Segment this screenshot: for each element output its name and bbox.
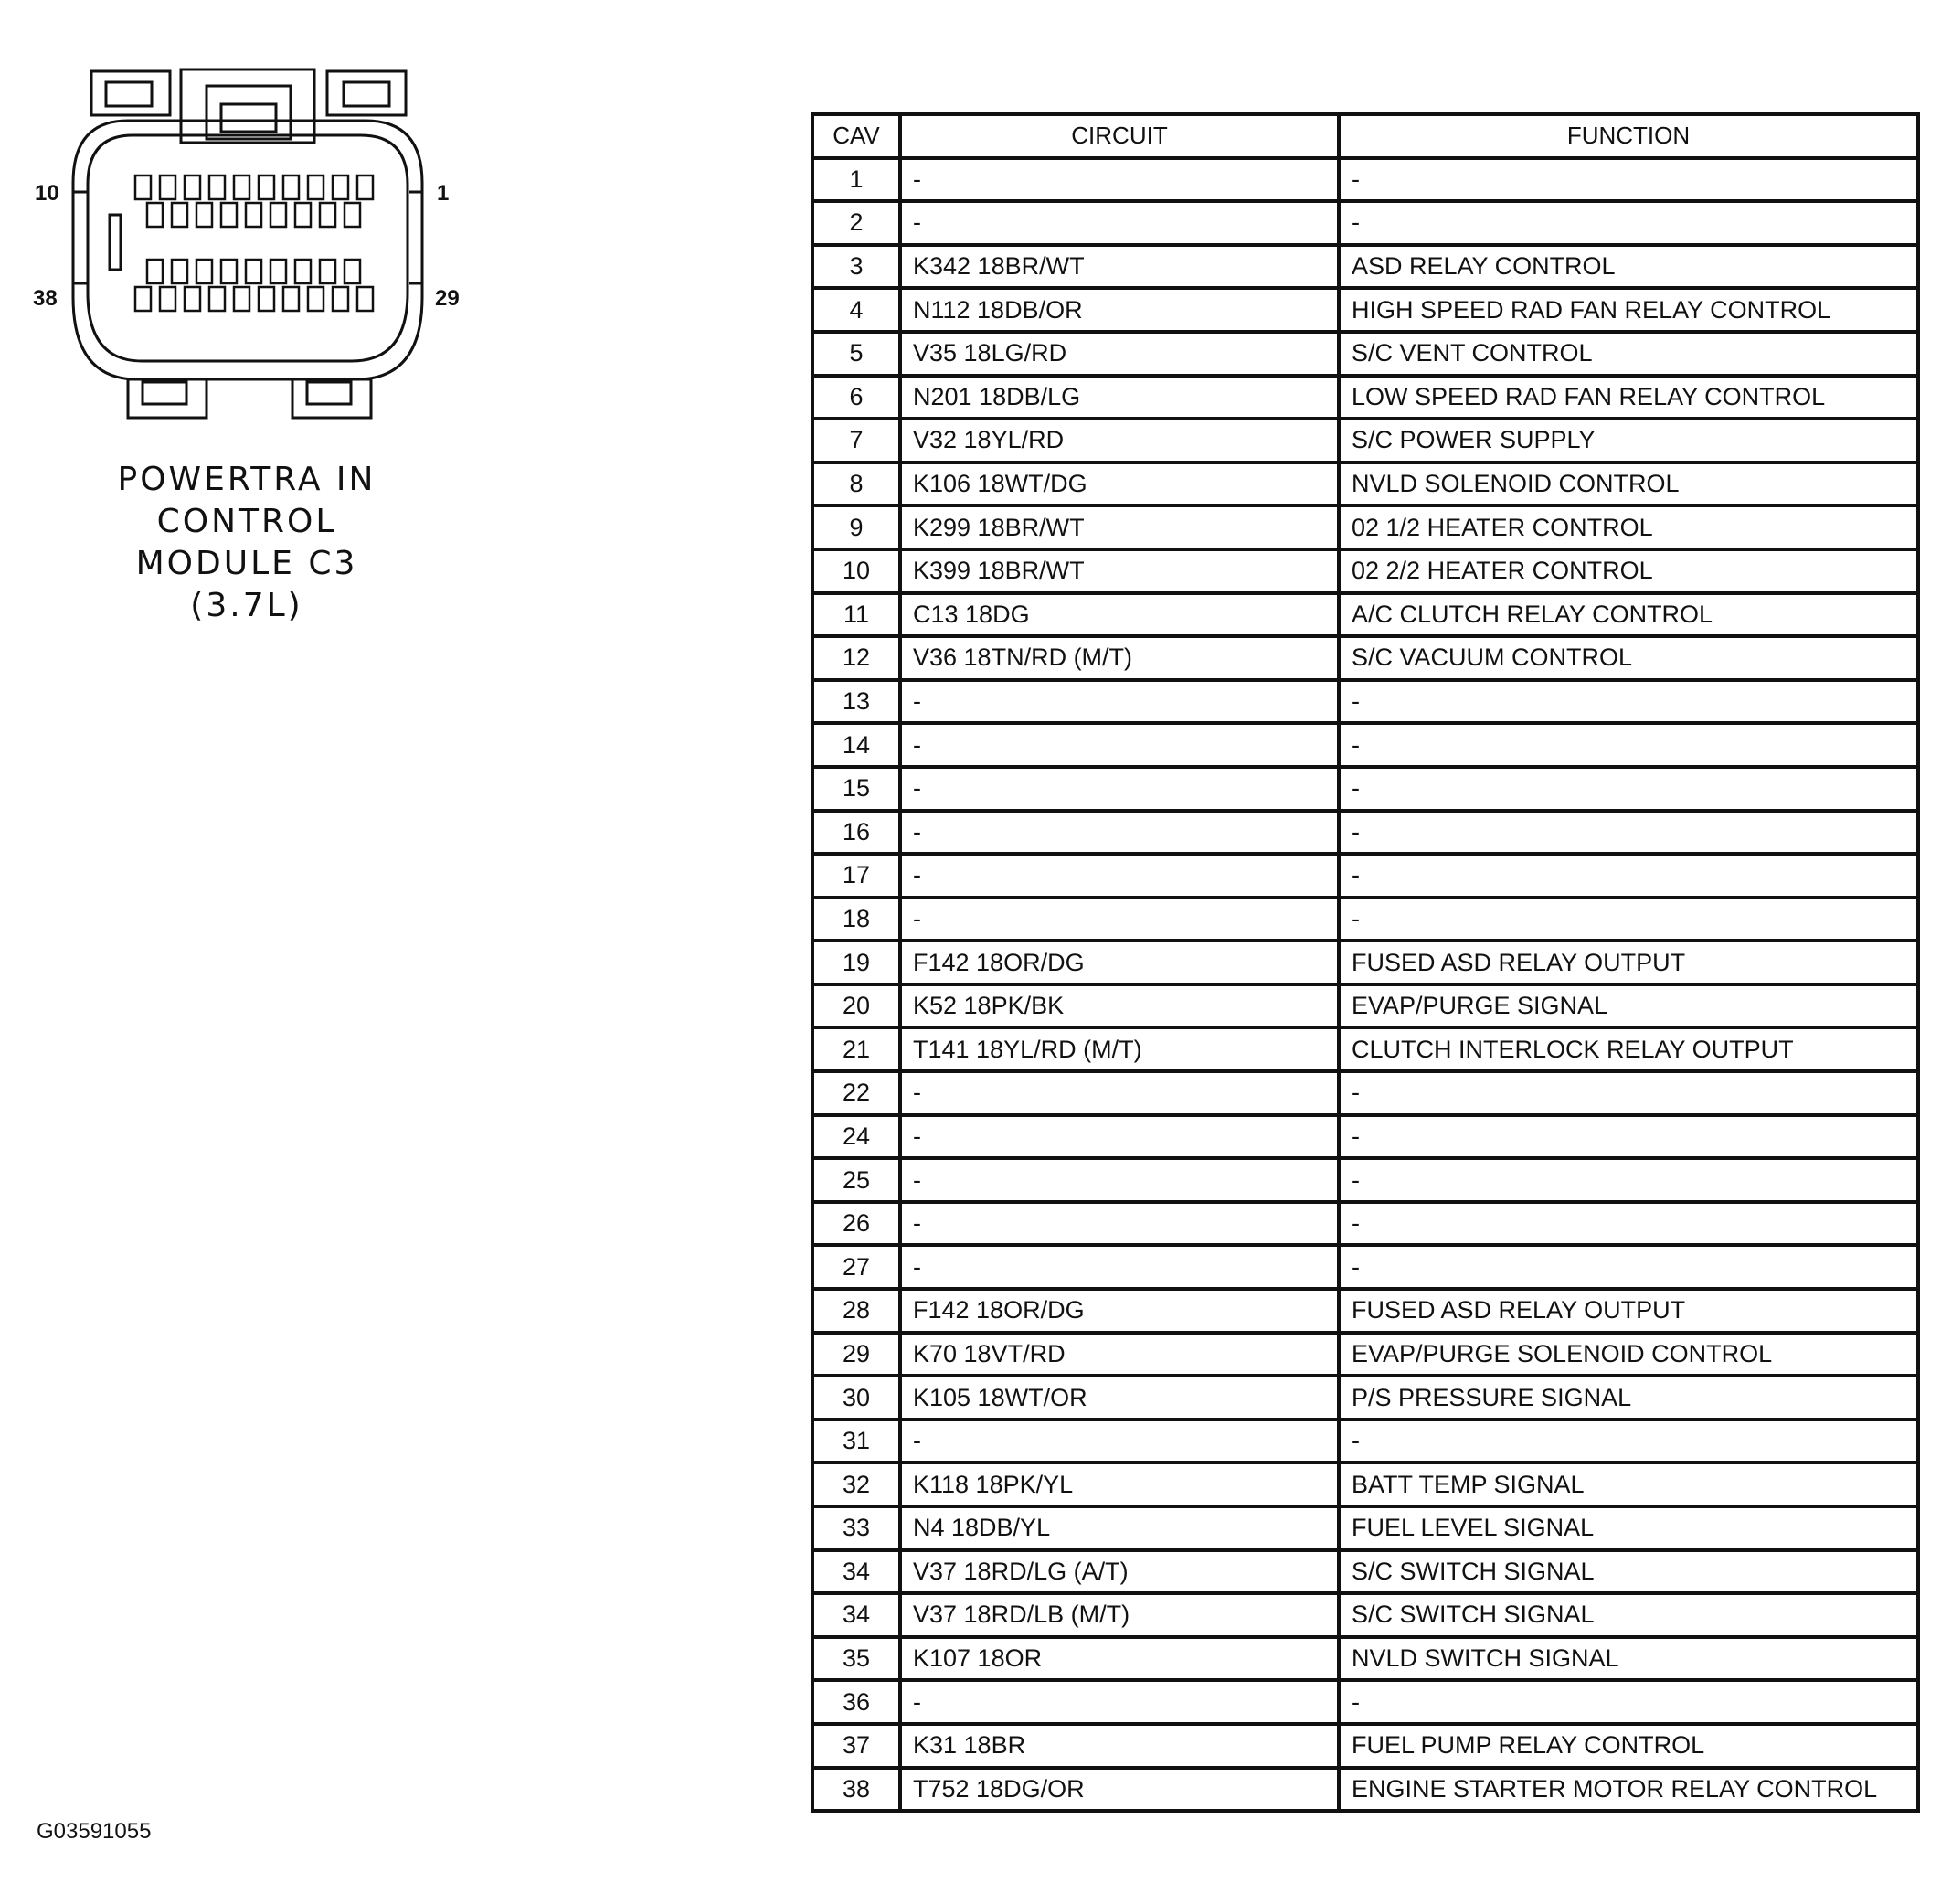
circuit-cell: K105 18WT/OR (900, 1376, 1339, 1420)
function-cell: BATT TEMP SIGNAL (1339, 1463, 1918, 1506)
cav-cell: 30 (812, 1376, 900, 1420)
circuit-cell: - (900, 1245, 1339, 1289)
table-row (812, 1158, 1918, 1202)
function-cell: - (1339, 854, 1918, 898)
cav-cell: 28 (812, 1289, 900, 1333)
circuit-cell: K107 18OR (900, 1637, 1339, 1681)
circuit-cell: F142 18OR/DG (900, 1289, 1339, 1333)
circuit-cell: - (900, 723, 1339, 767)
table-row (812, 1245, 1918, 1289)
table-row (812, 854, 1918, 898)
pin-cavity (270, 203, 286, 227)
circuit-cell: N112 18DB/OR (900, 288, 1339, 332)
pin-cavity (246, 203, 261, 227)
pin-cavity (295, 260, 311, 283)
figure-id: G03591055 (37, 1819, 152, 1844)
pin-cavity (283, 176, 299, 199)
pin-cavity (333, 176, 348, 199)
function-cell: - (1339, 1071, 1918, 1115)
cav-cell: 16 (812, 811, 900, 855)
pin-cavity (185, 287, 200, 311)
function-cell: A/C CLUTCH RELAY CONTROL (1339, 593, 1918, 637)
table-row (812, 984, 1918, 1028)
pin-cavity (234, 176, 249, 199)
function-cell: FUEL PUMP RELAY CONTROL (1339, 1724, 1918, 1768)
table-row (812, 593, 1918, 637)
function-cell: 02 2/2 HEATER CONTROL (1339, 549, 1918, 593)
circuit-cell: - (900, 1071, 1339, 1115)
cav-cell: 33 (812, 1506, 900, 1550)
header-circuit: CIRCUIT (900, 114, 1339, 158)
pin-cavity (172, 203, 187, 227)
circuit-cell: V37 18RD/LB (M/T) (900, 1593, 1339, 1637)
circuit-cell: K52 18PK/BK (900, 984, 1339, 1028)
pin-cavity (160, 176, 175, 199)
function-cell: - (1339, 1680, 1918, 1724)
cav-cell: 4 (812, 288, 900, 332)
pin-cavity (209, 176, 225, 199)
circuit-cell: K31 18BR (900, 1724, 1339, 1768)
table-row (812, 419, 1918, 463)
cav-cell: 5 (812, 332, 900, 376)
module-caption-line: POWERTRA IN (117, 461, 377, 498)
cav-cell: 21 (812, 1027, 900, 1071)
pin-cavity (295, 203, 311, 227)
circuit-cell: - (900, 854, 1339, 898)
table-row (812, 1768, 1918, 1812)
connector-tab-bottom-right (292, 379, 371, 418)
function-cell: - (1339, 201, 1918, 245)
cav-cell: 1 (812, 158, 900, 202)
connector-illustration (27, 64, 466, 430)
table-row (812, 636, 1918, 680)
cav-cell: 6 (812, 376, 900, 420)
table-row (812, 1202, 1918, 1246)
cav-cell: 36 (812, 1680, 900, 1724)
circuit-cell: - (900, 1115, 1339, 1159)
header-cav: CAV (812, 114, 900, 158)
table-row (812, 1115, 1918, 1159)
table-row (812, 1463, 1918, 1506)
cav-cell: 3 (812, 245, 900, 289)
cav-cell: 7 (812, 419, 900, 463)
circuit-cell: K299 18BR/WT (900, 505, 1339, 549)
pin-cavity (135, 287, 151, 311)
function-cell: - (1339, 898, 1918, 941)
header-function: FUNCTION (1339, 114, 1918, 158)
circuit-cell: K118 18PK/YL (900, 1463, 1339, 1506)
circuit-cell: - (900, 1420, 1339, 1463)
function-cell: - (1339, 767, 1918, 811)
circuit-cell: C13 18DG (900, 593, 1339, 637)
pin-cavity (345, 260, 360, 283)
module-caption-line: MODULE C3 (135, 545, 358, 582)
pin-label-bottom-left: 38 (33, 286, 58, 311)
pin-label-bottom-right: 29 (435, 286, 460, 311)
pin-cavity (221, 203, 237, 227)
function-cell: HIGH SPEED RAD FAN RELAY CONTROL (1339, 288, 1918, 332)
pin-cavity (160, 287, 175, 311)
function-cell: - (1339, 811, 1918, 855)
table-row (812, 201, 1918, 245)
pin-cavity (308, 287, 324, 311)
connector-outer-shell (73, 121, 422, 379)
table-row (812, 1637, 1918, 1681)
cav-cell: 18 (812, 898, 900, 941)
pin-cavity (147, 260, 163, 283)
table-row (812, 549, 1918, 593)
cav-cell: 13 (812, 680, 900, 724)
connector-inner-cavity (88, 135, 408, 361)
circuit-cell: F142 18OR/DG (900, 941, 1339, 984)
circuit-cell: - (900, 811, 1339, 855)
circuit-cell: K70 18VT/RD (900, 1333, 1339, 1377)
pin-cavity (308, 176, 324, 199)
pin-cavity (345, 203, 360, 227)
cav-cell: 2 (812, 201, 900, 245)
function-cell: - (1339, 723, 1918, 767)
table-row (812, 1376, 1918, 1420)
function-cell: 02 1/2 HEATER CONTROL (1339, 505, 1918, 549)
pin-cavity (320, 203, 335, 227)
function-cell: EVAP/PURGE SIGNAL (1339, 984, 1918, 1028)
table-row (812, 1071, 1918, 1115)
pin-cavity (234, 287, 249, 311)
pinout-table-body (812, 158, 1918, 1812)
pin-label-top-right: 1 (437, 181, 450, 206)
cav-cell: 27 (812, 1245, 900, 1289)
cav-cell: 31 (812, 1420, 900, 1463)
table-row (812, 1506, 1918, 1550)
table-row (812, 245, 1918, 289)
cav-cell: 25 (812, 1158, 900, 1202)
cav-cell: 32 (812, 1463, 900, 1506)
pin-cavity (333, 287, 348, 311)
table-row (812, 1724, 1918, 1768)
table-row (812, 288, 1918, 332)
cav-cell: 11 (812, 593, 900, 637)
module-caption-line: (3.7L) (190, 587, 303, 624)
circuit-cell: N201 18DB/LG (900, 376, 1339, 420)
pin-cavity (259, 287, 274, 311)
pin-cavity (185, 176, 200, 199)
cav-cell: 9 (812, 505, 900, 549)
pin-cavity (259, 176, 274, 199)
circuit-cell: T141 18YL/RD (M/T) (900, 1027, 1339, 1071)
pinout-table (811, 112, 1920, 1813)
module-caption (73, 459, 420, 627)
function-cell: - (1339, 1245, 1918, 1289)
function-cell: S/C VENT CONTROL (1339, 332, 1918, 376)
cav-cell: 26 (812, 1202, 900, 1246)
circuit-cell: - (900, 1158, 1339, 1202)
cav-cell: 12 (812, 636, 900, 680)
pin-cavity (357, 176, 373, 199)
table-row (812, 158, 1918, 202)
pin-cavity (246, 260, 261, 283)
function-cell: S/C VACUUM CONTROL (1339, 636, 1918, 680)
function-cell: ASD RELAY CONTROL (1339, 245, 1918, 289)
cav-cell: 15 (812, 767, 900, 811)
pin-cavity (357, 287, 373, 311)
circuit-cell: V36 18TN/RD (M/T) (900, 636, 1339, 680)
function-cell: S/C POWER SUPPLY (1339, 419, 1918, 463)
circuit-cell: V32 18YL/RD (900, 419, 1339, 463)
table-row (812, 1550, 1918, 1594)
function-cell: S/C SWITCH SIGNAL (1339, 1593, 1918, 1637)
table-row (812, 1420, 1918, 1463)
function-cell: NVLD SOLENOID CONTROL (1339, 463, 1918, 506)
table-row (812, 767, 1918, 811)
table-row (812, 1680, 1918, 1724)
pin-cavity (283, 287, 299, 311)
pin-cavity (135, 176, 151, 199)
function-cell: - (1339, 1115, 1918, 1159)
function-cell: FUEL LEVEL SIGNAL (1339, 1506, 1918, 1550)
function-cell: EVAP/PURGE SOLENOID CONTROL (1339, 1333, 1918, 1377)
cav-cell: 29 (812, 1333, 900, 1377)
circuit-cell: K399 18BR/WT (900, 549, 1339, 593)
function-cell: LOW SPEED RAD FAN RELAY CONTROL (1339, 376, 1918, 420)
table-row (812, 463, 1918, 506)
table-row (812, 941, 1918, 984)
cav-cell: 34 (812, 1550, 900, 1594)
pin-cavity (270, 260, 286, 283)
pin-cavity (172, 260, 187, 283)
function-cell: - (1339, 680, 1918, 724)
function-cell: ENGINE STARTER MOTOR RELAY CONTROL (1339, 1768, 1918, 1812)
cav-cell: 35 (812, 1637, 900, 1681)
table-row (812, 1593, 1918, 1637)
cav-cell: 22 (812, 1071, 900, 1115)
pin-cavity (209, 287, 225, 311)
table-row (812, 376, 1918, 420)
table-row (812, 723, 1918, 767)
function-cell: FUSED ASD RELAY OUTPUT (1339, 1289, 1918, 1333)
function-cell: CLUTCH INTERLOCK RELAY OUTPUT (1339, 1027, 1918, 1071)
circuit-cell: - (900, 158, 1339, 202)
cav-cell: 19 (812, 941, 900, 984)
pin-cavity (221, 260, 237, 283)
function-cell: - (1339, 1202, 1918, 1246)
table-row (812, 1027, 1918, 1071)
connector-tab-top-left (91, 71, 170, 115)
function-cell: - (1339, 1420, 1918, 1463)
circuit-cell: - (900, 1680, 1339, 1724)
circuit-cell: - (900, 898, 1339, 941)
connector-side-key (110, 215, 121, 270)
function-cell: NVLD SWITCH SIGNAL (1339, 1637, 1918, 1681)
module-caption-line: CONTROL (156, 503, 337, 540)
function-cell: S/C SWITCH SIGNAL (1339, 1550, 1918, 1594)
pin-cavity (196, 260, 212, 283)
cav-cell: 24 (812, 1115, 900, 1159)
pin-cavity-grid (135, 176, 373, 311)
cav-cell: 37 (812, 1724, 900, 1768)
cav-cell: 34 (812, 1593, 900, 1637)
connector-tab-top-right (327, 71, 406, 115)
connector-tab-bottom-left (128, 379, 207, 418)
circuit-cell: T752 18DG/OR (900, 1768, 1339, 1812)
table-row (812, 505, 1918, 549)
circuit-cell: V37 18RD/LG (A/T) (900, 1550, 1339, 1594)
table-row (812, 1289, 1918, 1333)
cav-cell: 38 (812, 1768, 900, 1812)
table-row (812, 898, 1918, 941)
table-row (812, 332, 1918, 376)
function-cell: P/S PRESSURE SIGNAL (1339, 1376, 1918, 1420)
circuit-cell: N4 18DB/YL (900, 1506, 1339, 1550)
function-cell: FUSED ASD RELAY OUTPUT (1339, 941, 1918, 984)
circuit-cell: K106 18WT/DG (900, 463, 1339, 506)
circuit-cell: - (900, 201, 1339, 245)
circuit-cell: V35 18LG/RD (900, 332, 1339, 376)
cav-cell: 14 (812, 723, 900, 767)
cav-cell: 10 (812, 549, 900, 593)
pin-label-top-left: 10 (35, 181, 59, 206)
cav-cell: 20 (812, 984, 900, 1028)
circuit-cell: K342 18BR/WT (900, 245, 1339, 289)
circuit-cell: - (900, 680, 1339, 724)
pin-cavity (147, 203, 163, 227)
cav-cell: 17 (812, 854, 900, 898)
pin-cavity (196, 203, 212, 227)
circuit-cell: - (900, 1202, 1339, 1246)
circuit-cell: - (900, 767, 1339, 811)
pin-cavity (320, 260, 335, 283)
table-row (812, 680, 1918, 724)
table-row (812, 1333, 1918, 1377)
cav-cell: 8 (812, 463, 900, 506)
table-row (812, 811, 1918, 855)
table-header-row (812, 114, 1918, 158)
function-cell: - (1339, 1158, 1918, 1202)
function-cell: - (1339, 158, 1918, 202)
